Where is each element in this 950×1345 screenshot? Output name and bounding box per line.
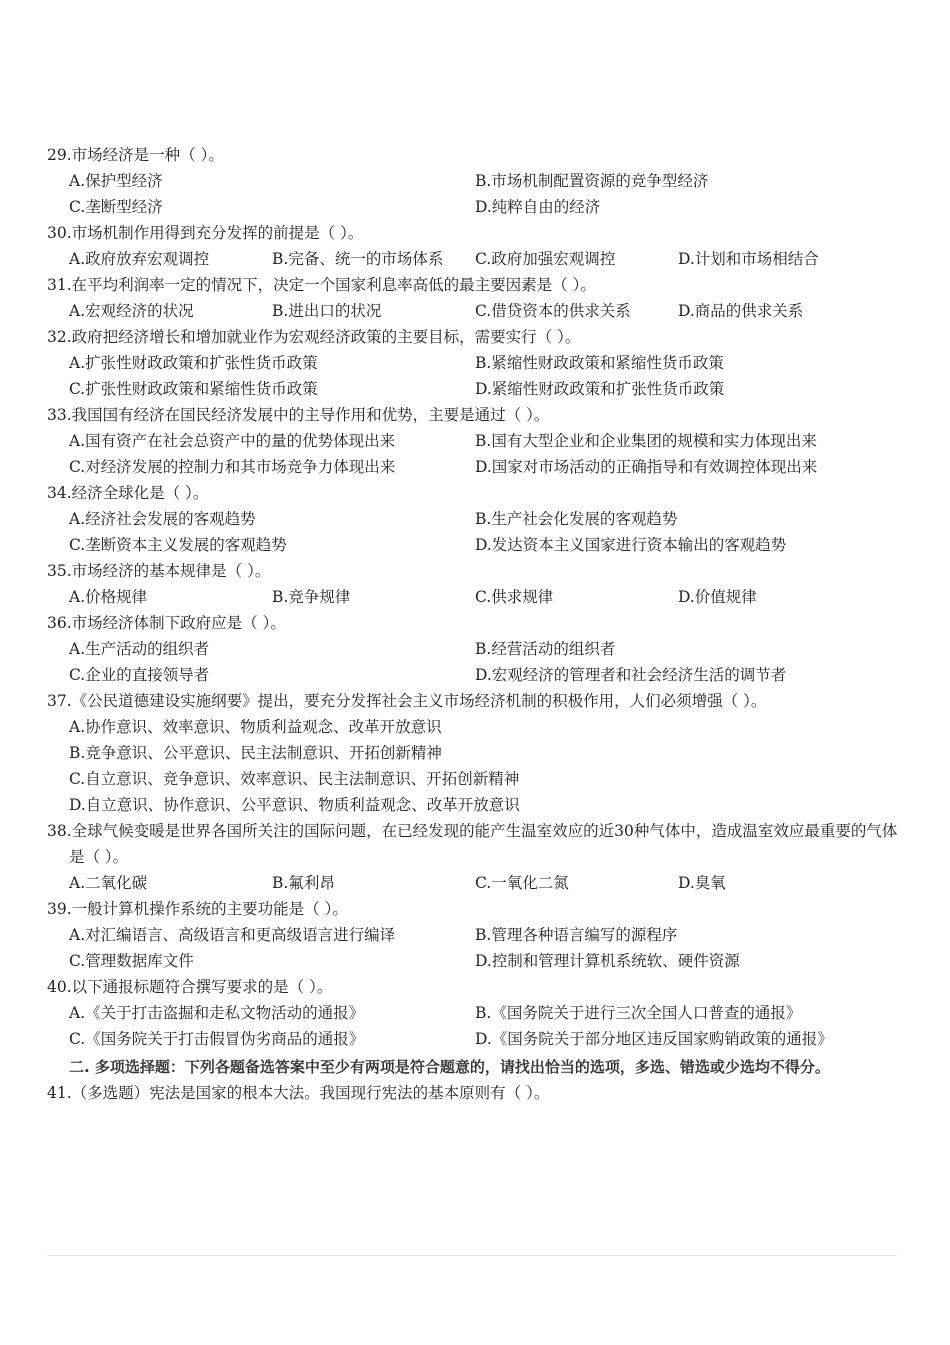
option-31-b: B.进出口的状况 [272, 302, 382, 320]
option-35-c: C.供求规律 [475, 588, 554, 606]
option-29-b: B.市场机制配置资源的竞争型经济 [475, 172, 709, 190]
options-35 [47, 584, 907, 610]
options-30 [47, 246, 907, 272]
options-31 [47, 298, 907, 324]
option-39-d: D.控制和管理计算机系统软、硬件资源 [475, 952, 740, 970]
option-34-d: D.发达资本主义国家进行资本输出的客观趋势 [475, 536, 787, 554]
question-33: 33.我国国有经济在国民经济发展中的主导作用和优势，主要是通过（ ）。 [47, 406, 550, 424]
option-30-b: B.完备、统一的市场体系 [272, 250, 444, 268]
option-38-b: B.氟利昂 [272, 874, 335, 892]
options-38 [47, 870, 907, 896]
option-32-b: B.紧缩性财政政策和紧缩性货币政策 [475, 354, 724, 372]
option-33-d: D.国家对市场活动的正确指导和有效调控体现出来 [475, 458, 818, 476]
option-37-d: D.自立意识、协作意识、公平意识、物质利益观念、改革开放意识 [69, 796, 520, 814]
option-36-b: B.经营活动的组织者 [475, 640, 616, 658]
question-41: 41.（多选题）宪法是国家的根本大法。我国现行宪法的基本原则有（ ）。 [47, 1084, 550, 1102]
option-29-d: D.纯粹自由的经济 [475, 198, 601, 216]
option-39-b: B.管理各种语言编写的源程序 [475, 926, 678, 944]
option-36-a: A.生产活动的组织者 [69, 640, 210, 658]
question-38: 38.全球气候变暖是世界各国所关注的国际问题，在已经发现的能产生温室效应的近30种气体中，造成温室效应最重要的气体是（ ）。 [47, 822, 898, 866]
option-37-b: B.竞争意识、公平意识、民主法制意识、开拓创新精神 [69, 744, 442, 762]
option-39-a: A.对汇编语言、高级语言和更高级语言进行编译 [69, 926, 396, 944]
option-32-d: D.紧缩性财政政策和扩张性货币政策 [475, 380, 725, 398]
option-38-a: A.二氧化碳 [69, 874, 148, 892]
question-39: 39.一般计算机操作系统的主要功能是（ ）。 [47, 900, 348, 918]
question-40: 40.以下通报标题符合撰写要求的是（ ）。 [47, 978, 333, 996]
question-37: 37.《公民道德建设实施纲要》提出，要充分发挥社会主义市场经济机制的积极作用，人们必须增强（ ）。 [47, 692, 767, 710]
option-34-a: A.经济社会发展的客观趋势 [69, 510, 256, 528]
option-34-c: C.垄断资本主义发展的客观趋势 [69, 536, 287, 554]
option-35-d: D.价值规律 [678, 588, 757, 606]
options-36 [47, 636, 907, 688]
option-31-d: D.商品的供求关系 [678, 302, 804, 320]
option-30-c: C.政府加强宏观调控 [475, 250, 616, 268]
option-40-c: C.《国务院关于打击假冒伪劣商品的通报》 [69, 1030, 365, 1048]
options-32 [47, 350, 907, 402]
option-29-a: A.保护型经济 [69, 172, 163, 190]
question-32: 32.政府把经济增长和增加就业作为宏观经济政策的主要目标，需要实行（ ）。 [47, 328, 581, 346]
option-30-d: D.计划和市场相结合 [678, 250, 819, 268]
option-31-c: C.借贷资本的供求关系 [475, 302, 631, 320]
question-36: 36.市场经济体制下政府应是（ ）。 [47, 614, 286, 632]
option-32-a: A.扩张性财政政策和扩张性货币政策 [69, 354, 318, 372]
option-29-c: C.垄断型经济 [69, 198, 163, 216]
option-35-a: A.价格规律 [69, 588, 148, 606]
option-34-b: B.生产社会化发展的客观趋势 [475, 510, 678, 528]
option-36-c: C.企业的直接领导者 [69, 666, 210, 684]
options-40 [47, 1000, 907, 1052]
question-31: 31.在平均利润率一定的情况下，决定一个国家利息率高低的最主要因素是（ ）。 [47, 276, 596, 294]
option-30-a: A.政府放弃宏观调控 [69, 250, 210, 268]
option-35-b: B.竞争规律 [272, 588, 351, 606]
option-36-d: D.宏观经济的管理者和社会经济生活的调节者 [475, 666, 787, 684]
option-40-d: D.《国务院关于部分地区违反国家购销政策的通报》 [475, 1030, 833, 1048]
exam-content [47, 142, 907, 1106]
section-heading-multiple-choice: 二. 多项选择题：下列各题备选答案中至少有两项是符合题意的，请找出恰当的选项，多选、错选或少选均不得分。 [69, 1058, 830, 1076]
option-37-a: A.协作意识、效率意识、物质利益观念、改革开放意识 [69, 718, 442, 736]
option-31-a: A.宏观经济的状况 [69, 302, 194, 320]
options-34 [47, 506, 907, 558]
options-37 [47, 714, 907, 818]
option-33-b: B.国有大型企业和企业集团的规模和实力体现出来 [475, 432, 817, 450]
options-29 [47, 168, 907, 220]
question-29: 29.市场经济是一种（ ）。 [47, 146, 224, 164]
option-38-d: D.臭氧 [678, 874, 726, 892]
option-33-a: A.国有资产在社会总资产中的量的优势体现出来 [69, 432, 396, 450]
question-35: 35.市场经济的基本规律是（ ）。 [47, 562, 271, 580]
option-37-c: C.自立意识、竞争意识、效率意识、民主法制意识、开拓创新精神 [69, 770, 520, 788]
options-33 [47, 428, 907, 480]
options-39 [47, 922, 907, 974]
option-40-b: B.《国务院关于进行三次全国人口普查的通报》 [475, 1004, 802, 1022]
option-33-c: C.对经济发展的控制力和其市场竞争力体现出来 [69, 458, 396, 476]
option-40-a: A.《关于打击盗掘和走私文物活动的通报》 [69, 1004, 365, 1022]
option-32-c: C.扩张性财政政策和紧缩性货币政策 [69, 380, 318, 398]
question-30: 30.市场机制作用得到充分发挥的前提是（ ）。 [47, 224, 364, 242]
page-divider [47, 1255, 897, 1256]
question-34: 34.经济全球化是（ ）。 [47, 484, 209, 502]
option-39-c: C.管理数据库文件 [69, 952, 194, 970]
option-38-c: C.一氧化二氮 [475, 874, 569, 892]
